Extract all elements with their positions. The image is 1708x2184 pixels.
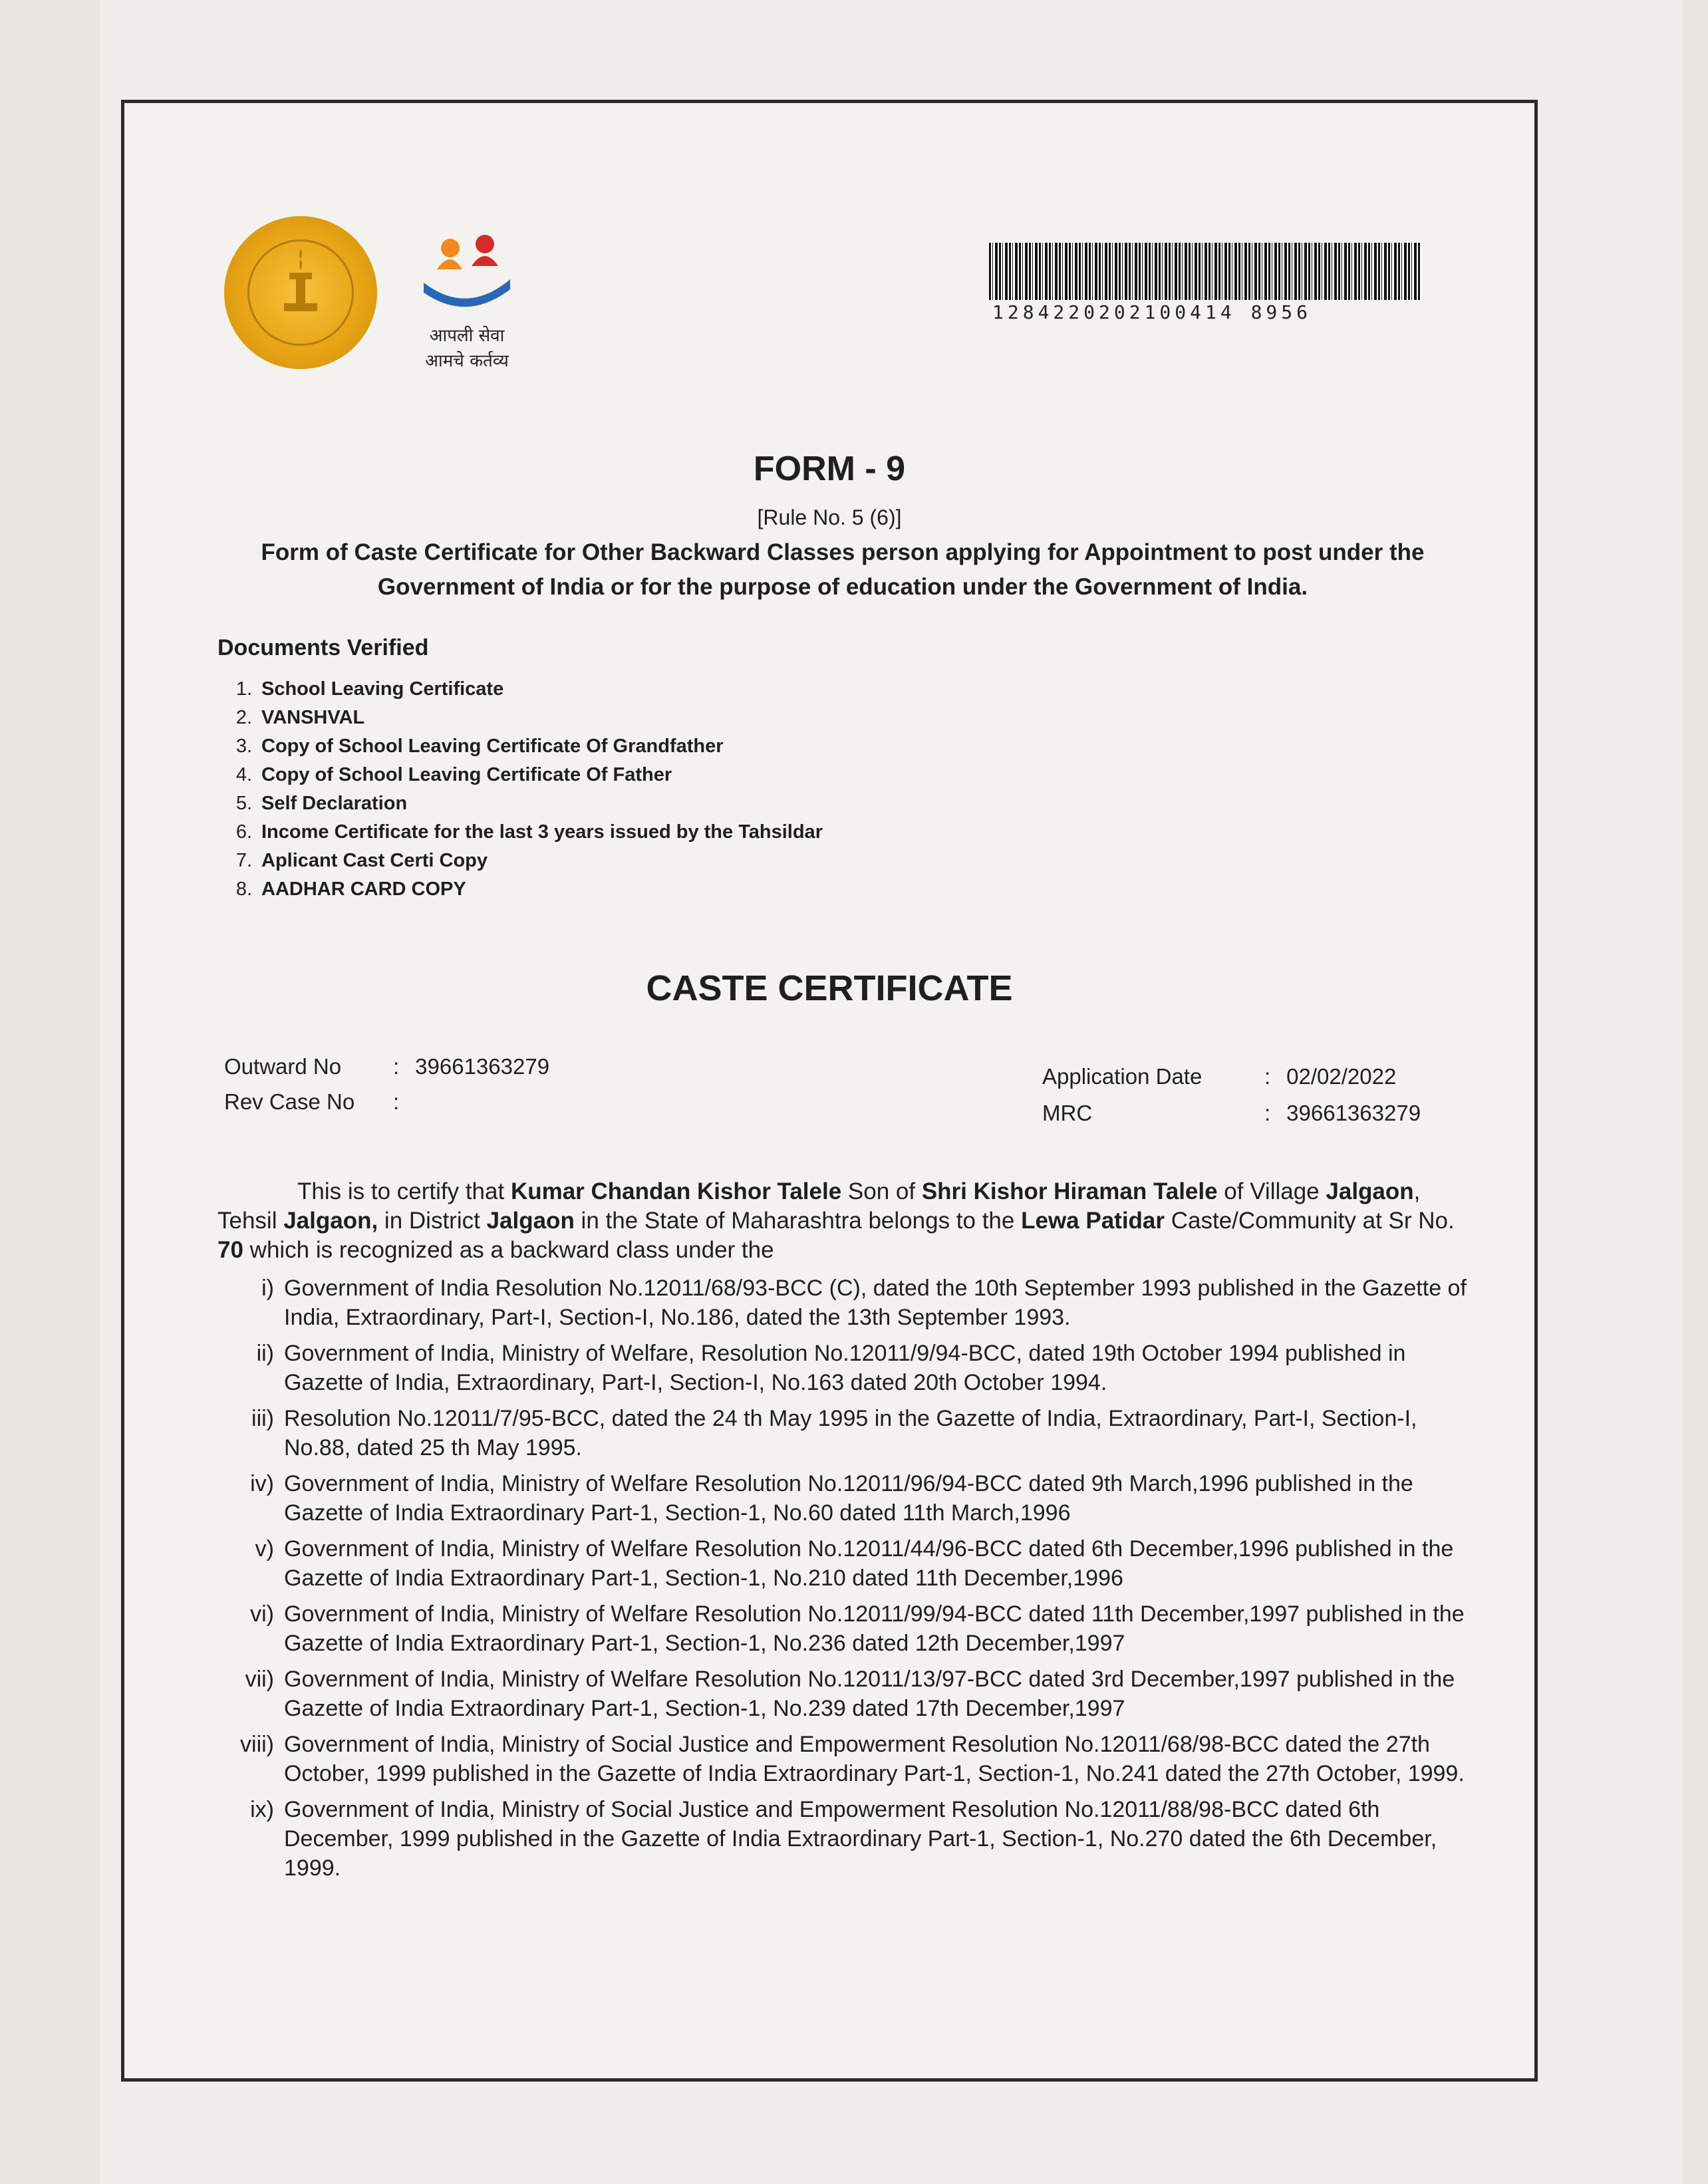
applicant-name: Kumar Chandan Kishor Talele [510,1178,842,1204]
logo-tagline-1: आपली सेवा [429,326,505,346]
list-item: v) Government of India, Ministry of Welfare Resolution No.12011/44/96-BCC dated 6th December,1996 published in the Gazette of India Extraordinary Part-1, Section-1, No.210 dated 11th December,1996 [255,1536,1454,1591]
list-item: 6. Income Certificate for the last 3 years issued by the Tahsildar [235,821,823,843]
rev-case-no-row: Rev Case No : [224,1089,400,1114]
list-item: vii) Government of India, Ministry of Welfare Resolution No.12011/13/97-BCC dated 3rd December,1997 published in the Gazette of India Extraordinary Part-1, Section-1, No.239 dated 17th December,1997 [245,1667,1455,1721]
documents-list [217,675,823,904]
resolutions-list [217,1274,1468,1889]
caste-certificate-title: CASTE CERTIFICATE [646,968,1013,1008]
application-date-row: Application Date : 02/02/2022 [1042,1064,1397,1089]
form-description: Form of Caste Certificate for Other Backward Classes person applying for Appointment to post under the Government of India or for the purpose of education under the Government of India. [261,539,1425,600]
list-item: 5. Self Declaration [235,793,408,814]
tehsil-name: Jalgaon, [283,1208,378,1234]
list-item: 4. Copy of School Leaving Certificate Of Father [235,764,672,785]
mrc-row: MRC : 39661363279 [1042,1101,1421,1125]
caste-name: Lewa Patidar [1021,1208,1165,1234]
list-item: viii) Government of India, Ministry of Social Justice and Empowerment Resolution No.12011/68/98-BCC dated the 27th October, 1999 published in the Gazette of India Extraordinary Part-1, Section-1, No.241 dated the 27th October, 1999. [240,1732,1465,1786]
sr-no: 70 [217,1237,243,1263]
list-item: 1. School Leaving Certificate [235,678,504,700]
barcode [989,243,1421,300]
list-item: iv) Government of India, Ministry of Welfare Resolution No.12011/96/94-BCC dated 9th March,1996 published in the Gazette of India Extraordinary Part-1, Section-1, No.60 dated 11th March,1996 [250,1471,1413,1526]
list-item: ii) Government of India, Ministry of Welfare, Resolution No.12011/9/94-BCC, dated 19th October 1994 published in Gazette of India, Extraordinary, Part-I, Section-I, No.163 dated 20th October 1994. [256,1341,1406,1395]
list-item: 2. VANSHVAL [235,707,365,728]
father-name: Shri Kishor Hiraman Talele [921,1178,1218,1204]
list-item: ix) Government of India, Ministry of Social Justice and Empowerment Resolution No.12011/88/98-BCC dated 6th December, 1999 published in the Gazette of India Extraordinary Part-1, Section-1, No.270 dated the 6th December, 1999. [250,1797,1437,1881]
maharashtra-emblem-icon [224,216,377,369]
documents-verified-heading: Documents Verified [217,635,429,660]
aaple-seva-logo-icon [410,229,523,316]
list-item: i) Government of India Resolution No.12011/68/93-BCC (C), dated the 10th September 1993 published in the Gazette of India, Extraordinary, Part-I, Section-I, No.186, dated the 13th September 1993. [261,1276,1467,1330]
list-item: 8. AADHAR CARD COPY [235,879,466,900]
form-title: FORM - 9 [753,450,906,488]
mrc-value: 39661363279 [1286,1101,1421,1125]
village-name: Jalgaon [1326,1178,1414,1204]
logo-tagline-2: आमचे कर्तव्य [425,351,509,371]
application-date-value: 02/02/2022 [1286,1064,1397,1089]
list-item: iii) Resolution No.12011/7/95-BCC, dated the 24 th May 1995 in the Gazette of India, Extraordinary, Part-I, Section-I, No.88, dated 25 th May 1995. [251,1406,1417,1460]
rule-number: [Rule No. 5 (6)] [757,505,902,529]
certificate-frame [121,100,1538,2082]
district-name: Jalgaon [486,1208,575,1234]
barcode-number: 1284220202100414 8956 [992,301,1312,323]
list-item: vi) Government of India, Ministry of Welfare Resolution No.12011/99/94-BCC dated 11th December,1997 published in the Gazette of India Extraordinary Part-1, Section-1, No.236 dated 12th December,1997 [250,1601,1465,1656]
outward-no-row: Outward No : 39661363279 [224,1054,550,1079]
certification-paragraph: This is to certify that Kumar Chandan Kishor Talele Son of Shri Kishor Hiraman Talele of Village Jalgaon, Tehsil Jalgaon, in District Jalgaon in the State of Maharashtra belongs to the Lewa Patidar Caste/Community at Sr No. 70 which is recognized as a backward class under the [217,1178,1455,1263]
list-item: 7. Aplicant Cast Certi Copy [235,850,488,871]
list-item: 3. Copy of School Leaving Certificate Of Grandfather [235,736,724,757]
outward-no-value: 39661363279 [415,1054,550,1079]
